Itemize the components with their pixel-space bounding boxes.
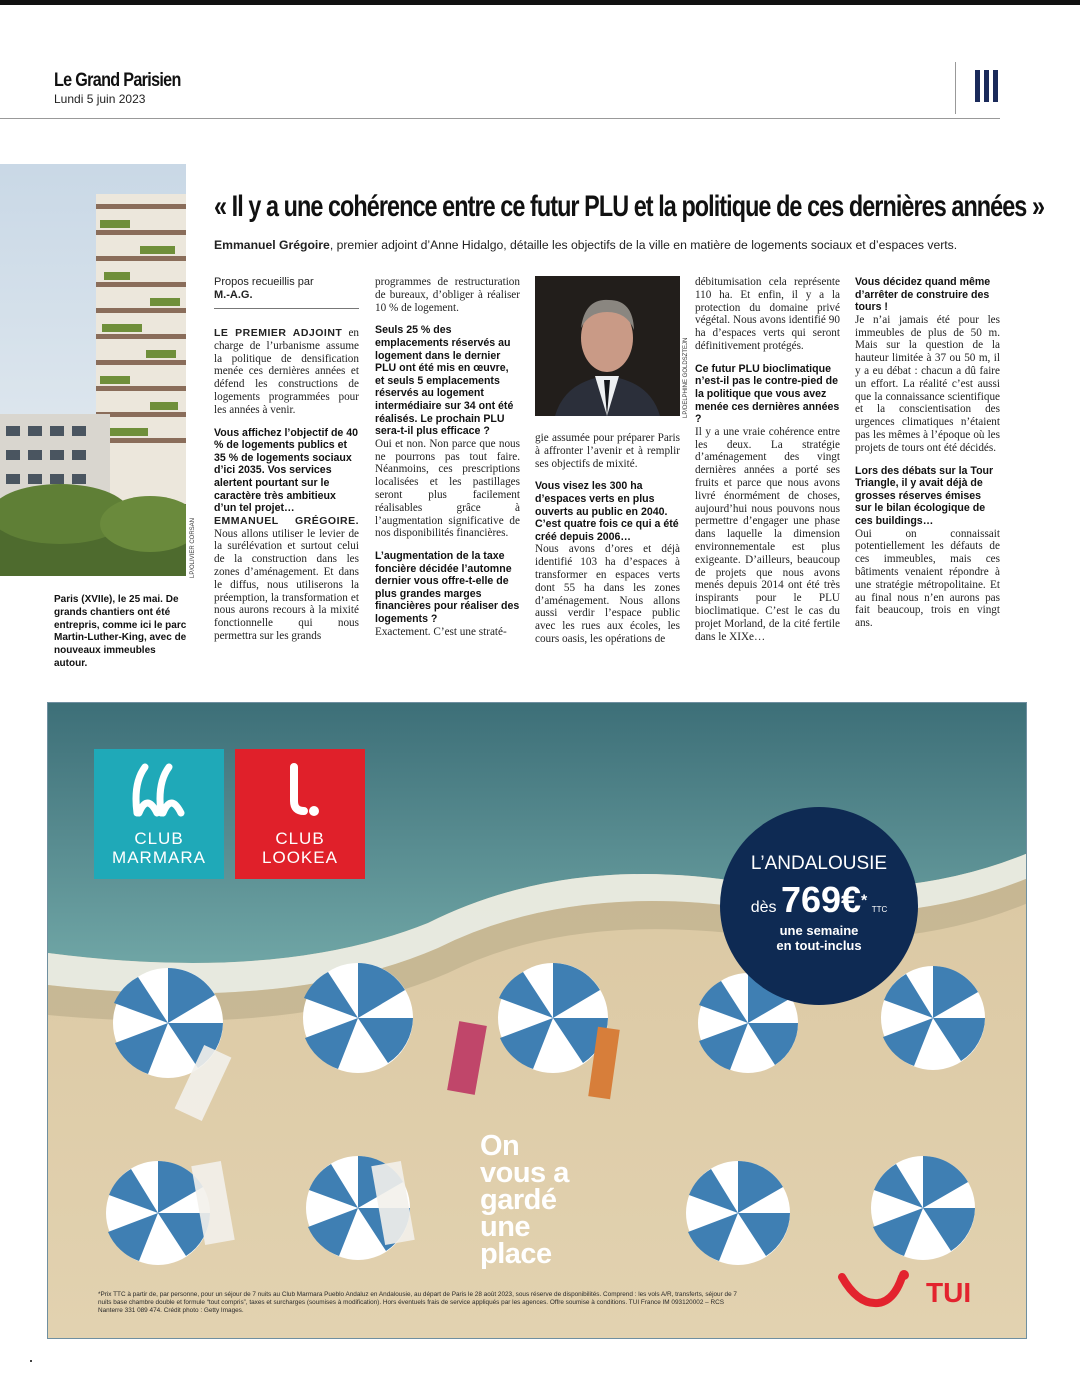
price-from: dès <box>750 899 777 916</box>
answer-1 <box>214 515 359 643</box>
question-3: L’augmentation de la taxe foncière décidée l’automne dernier vous offre-t-elle de plus grandes marges financières pour réaliser des logements ? <box>375 550 520 626</box>
standfirst-text: , premier adjoint d’Anne Hidalgo, détaille les objectifs de la ville en matière de logements sociaux et d’espaces verts. <box>329 238 958 252</box>
issue-date: Lundi 5 juin 2023 <box>54 92 146 106</box>
portrait-photo <box>535 276 680 416</box>
intro-paragraph <box>214 327 359 417</box>
question-4: Vous visez les 300 ha d’espaces verts en plus ouverts au public en 2040. C’est quatre fois ce qui a été créé depuis 2006… <box>535 480 679 543</box>
article-column-5 <box>855 276 1000 640</box>
page-mark <box>30 1360 32 1362</box>
byline <box>214 276 359 309</box>
ad-slogan <box>480 1130 569 1270</box>
photo-credit: LP/OLIVIER CORSAN <box>190 517 196 578</box>
byline-name: M.-A.G. <box>214 289 253 301</box>
article-standfirst <box>214 238 1004 252</box>
offer-line1: une semaine <box>779 923 859 938</box>
question-2: Seuls 25 % des emplacements réservés au logement dans le dernier PLU ont été mis en œuvre, et seuls 5 emplacements réservés au logement intermédiaire sur 34 ont été réalisés. Le prochain PLU sera-t-il plus efficace ? <box>375 324 514 438</box>
byline-label: Propos recueillis par <box>214 276 314 288</box>
article-headline: « Il y a une cohérence entre ce futur PLU et la politique de ces dernières années » <box>214 190 1045 223</box>
travel-advertisement[interactable] <box>47 702 1027 1339</box>
tui-logo <box>838 1269 988 1309</box>
caption-text: De grands chantiers ont été entrepris, comme ici le parc Martin-Luther-King, avec de nouveaux immeubles autour. <box>54 594 187 669</box>
caption-city: Paris (XVIIe), le 25 mai. <box>54 594 163 605</box>
portrait-credit: LP/DELPHINE GOLDSZTEJN <box>683 337 689 418</box>
page-number-bars-icon <box>975 70 999 102</box>
price-value: 769€ <box>780 879 862 920</box>
question-7: Lors des débats sur la Tour Triangle, il y avait déjà de grosses réserves émises sur le bilan écologique de ces buildings… <box>855 464 994 527</box>
col4-continued: débitumisation cela représente 110 ha. Et enfin, il y a la protection du domaine privé végétal. Nous avons identifié 90 ha d’espaces verts qui seront définitivement protégés. <box>695 276 840 352</box>
answer-1-text: Nous allons utiliser le levier de la surélévation et surtout celui de la construction dans les zones d’aménagement. Et dans le diffus, nous utiliserons la préemption, la transformation et nous aurons recours à la mixité fonctionnelle qui nous permettra sur les grands <box>214 527 359 642</box>
header-rule <box>0 118 1000 119</box>
header-divider <box>955 62 956 114</box>
slogan-line: une <box>480 1211 531 1243</box>
answer-7: Oui on connaissait potentiellement les défauts de ces immeubles, mais ces bâtiments venaient répondre à une stratégie métropolitaine. Et au final nous n’en aurons pas fait beaucoup, trois en vingt ans. <box>855 527 1000 630</box>
slogan-line: gardé <box>480 1184 557 1216</box>
question-1: Vous affichez l’objectif de 40 % de logements publics et 35 % de logements sociaux d’ici 2035. Vos services alertent pourtant sur le caractère très ambitieux d’un tel projet… <box>214 426 359 515</box>
col2-continued: programmes de restructuration de bureaux, d’obliger à réaliser 10 % de logement. <box>375 276 520 314</box>
answer-6: Je n’ai jamais été pour les immeubles de plus de 50 m. Mais sur la question de la hauteur limitée à 37 ou 50 m, il y a eu débat : chacun a dû faire un effort. La réalité c’est aussi que la connaissance scientifique et la conscientisation des urgences climatiques n’étaient pas les mêmes à l’époque où les projets de tours ont été décidés. <box>855 313 1000 454</box>
article-column-1 <box>214 276 359 653</box>
building-photo <box>0 164 186 576</box>
col3-continued: gie assumée pour préparer Paris à affronter l’avenir et à remplir ses objectifs de mixité. <box>535 432 680 470</box>
standfirst-name: Emmanuel Grégoire <box>214 238 330 252</box>
price-ttc: TTC <box>871 905 888 914</box>
lookea-line2: LOOKEA <box>262 848 338 867</box>
ad-fineprint: *Prix TTC à partir de, par personne, pour un séjour de 7 nuits au Club Marmara Pueblo Andaluz en Andalousie, au départ de Paris le 28 août 2023, sous réserve de disponibilités. Comprend : les vols A/R, transferts, séjour de 7 nuits base chambre double et formule “tout compris”, taxes et surcharges (soumises à modification). Hors éventuels frais de service appliqués par les agences. Offre soumise à conditions. TUI France IM 093120002 – RCS Nanterre 331 089 474. Crédit photo : Getty Images. <box>98 1291 737 1314</box>
intro-text: en charge de l’urbanisme assume la politique de densification menée ces dernières années et défend les constructions de logements programmées pour les années à venir. <box>214 327 359 416</box>
price-star: * <box>861 892 868 910</box>
lookea-line1: CLUB <box>275 829 325 848</box>
tui-wordmark: TUI <box>926 1277 972 1308</box>
question-6: Vous décidez quand même d’arrêter de construire des tours ! <box>855 276 991 314</box>
club-marmara-logo <box>94 749 224 879</box>
article-column-3 <box>535 432 680 656</box>
article-column-4 <box>695 276 840 653</box>
price-row <box>720 879 918 921</box>
answer-1-lead: EMMANUEL GRÉGOIRE. <box>214 514 359 527</box>
answer-5: Il y a une vraie cohérence entre les deux. La stratégie d’aménagement des vingt dernières années a porté ses fruits et parce que nous avons livré énormément de choses, aujourd’hui nous pouvons nous permettre d’engager une phase dans laquelle la dimension environnementale est plus exigeante. D’ailleurs, beaucoup de projets que nous avons menés depuis 2014 ont été très inspirants pour le PLU bioclimatique. C’est le cas du projet Morland, de la cité fertile dans le XIXe… <box>695 425 840 643</box>
answer-2: Oui et non. Non parce que nous ne pourrons pas tout faire. Néanmoins, ces prescriptions localisées et les pastillages seront plus facilement réalisables grâce à l’augmentation significative de nos disponibilités financières. <box>375 437 520 540</box>
tui-smile-icon <box>838 1269 918 1309</box>
destination-label: L’ANDALOUSIE <box>750 853 888 874</box>
price-badge <box>720 807 918 1005</box>
masthead-logo: Le Grand Parisien <box>54 70 181 91</box>
marmara-line2: MARMARA <box>112 848 206 867</box>
photo-caption <box>54 594 189 671</box>
top-border <box>0 0 1080 5</box>
slogan-line: place <box>480 1238 552 1270</box>
offer-line2: en tout-inclus <box>776 938 862 953</box>
intro-lead: LE PREMIER ADJOINT <box>214 327 343 339</box>
answer-3-start: Exactement. C’est une straté- <box>375 625 507 638</box>
question-5: Ce futur PLU bioclimatique n’est-il pas le contre-pied de la politique que vous avez menée ces dernières années ? <box>695 362 840 426</box>
slogan-line: On <box>480 1130 520 1162</box>
marmara-line1: CLUB <box>134 829 184 848</box>
answer-4: Nous avons d’ores et déjà identifié 103 ha d’espaces à transformer en espaces verts dont 55 ha dans les zones d’aménagement. Nous allons aussi verdir l’espace public avec les rues aux écoles, les cours oasis, les opérations de <box>535 543 680 645</box>
slogan-line: vous a <box>480 1157 569 1189</box>
article-column-2 <box>375 276 520 648</box>
club-lookea-logo <box>235 749 365 879</box>
